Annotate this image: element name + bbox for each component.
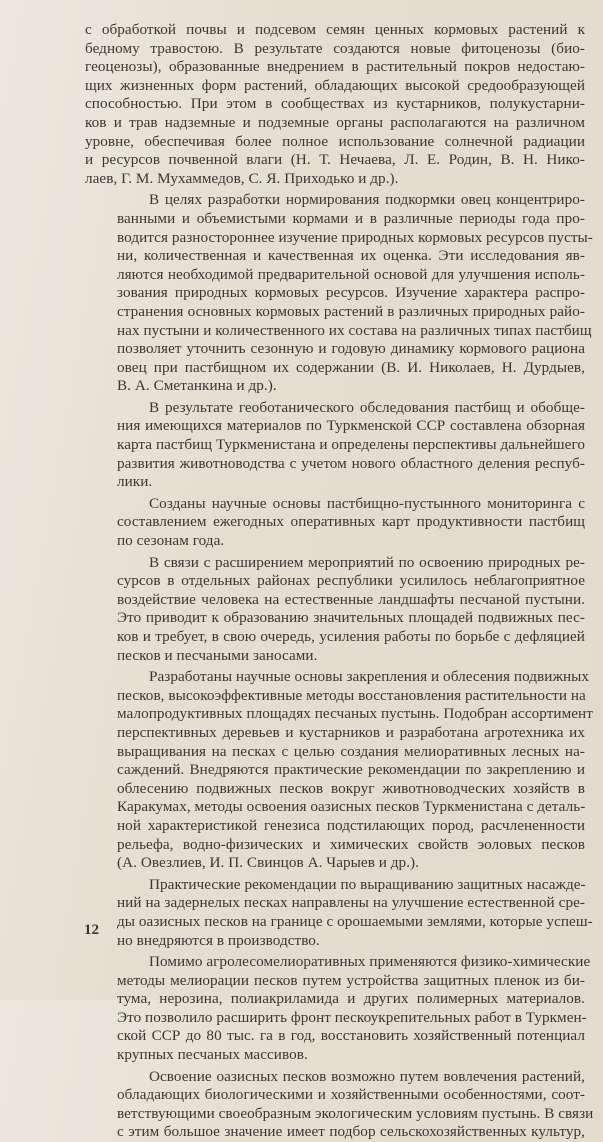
- text-line: водится разностороннее изучение природных кормовых ресурсов пусты-: [117, 228, 593, 246]
- paragraph: [85, 554, 585, 666]
- paragraph: [85, 875, 593, 950]
- text-line: сурсов в отдельных районах республики усилилось неблагоприятное: [117, 572, 585, 590]
- page-number: 12: [84, 922, 99, 938]
- text-line: уровне, обеспечивая более полное использование солнечной радиации: [85, 132, 585, 150]
- text-line: методы мелиорации песков путем устройства защитных пленок из би-: [117, 971, 585, 989]
- text-line: и ресурсов почвенной влаги (Н. Т. Нечаева, Л. Е. Родин, В. Н. Нико-: [85, 151, 585, 169]
- text-line: песков и песчаными заносами.: [117, 646, 318, 664]
- text-line: овец при пастбищном их содержании (В. И. Николаев, Н. Дурдыев,: [117, 358, 585, 376]
- text-line: странения основных кормовых растений в различных природных райо-: [117, 302, 585, 320]
- text-line: ванными и объемистыми кормами и в различные периоды года про-: [117, 209, 585, 227]
- text-line: но внедряются в производство.: [117, 931, 320, 949]
- paragraph: [85, 191, 593, 396]
- text-line: ни, количественная и качественная их оценка. Эти исследования яв-: [117, 247, 585, 265]
- paragraph: [85, 1067, 594, 1142]
- text-line: саждений. Внедряются практические рекомендации по закреплению и: [117, 761, 585, 779]
- text-line: рельефа, водно-физических и химических свойств эоловых песков: [117, 835, 585, 853]
- text-line: карта пастбищ Туркменистана и определены перспективы дальнейшего: [117, 436, 585, 454]
- text-line: выращивания на песках с целью создания мелиоративных лесных на-: [117, 742, 585, 760]
- text-line: перспективных деревьев и кустарников и разработана агротехника их: [117, 723, 585, 741]
- text-line: Созданы научные основы пастбищно-пустынного мониторинга с: [149, 494, 585, 512]
- text-line: геоценозы), образованные внедрением в растительный покров недостаю-: [85, 58, 585, 76]
- paragraph: [85, 399, 585, 492]
- text-line: Разработаны научные основы закрепления и облесения подвижных: [149, 668, 590, 686]
- paragraph: [85, 495, 585, 551]
- text-line: нах пустыни и количественного их состава на различных типах пастбищ: [117, 321, 592, 339]
- text-line: развития животноводства с учетом нового областного деления респуб-: [117, 454, 585, 472]
- document-page: [85, 21, 594, 1142]
- text-line: Это позволило расширить фронт пескоукрепительных работ в Туркмен-: [117, 1008, 587, 1026]
- text-line: В результате геоботанического обследования пастбищ и обобще-: [149, 398, 585, 416]
- text-line: по сезонам года.: [117, 532, 225, 550]
- text-line: Каракумах, методы освоения оазисных песков Туркменистана с деталь-: [117, 798, 586, 816]
- text-line: обладающих биологическими и хозяйственными особенностями, соот-: [117, 1086, 585, 1104]
- text-line: ветствующими своеобразным экологическим условиям пустынь. В связи: [117, 1104, 594, 1122]
- text-line: бедному травостою. В результате создаются новые фитоценозы (био-: [85, 39, 585, 57]
- paragraph: [85, 953, 591, 1065]
- text-line: В связи с расширением мероприятий по освоению природных ре-: [149, 553, 585, 571]
- text-line: ды оазисных песков на границе с орошаемыми землями, которые успеш-: [117, 912, 593, 930]
- paragraph: [85, 21, 585, 188]
- text-line: ляются необходимой предварительной основой для улучшения исполь-: [117, 265, 585, 283]
- text-line: тума, нерозина, полиакриламида и других полимерных материалов.: [117, 990, 585, 1008]
- text-line: ний на задернелых песках направлены на улучшение естественной сре-: [117, 894, 585, 912]
- text-line: малопродуктивных площадях песчаных пустынь. Подобран ассортимент: [117, 705, 593, 723]
- text-line: составлением ежегодных оперативных карт продуктивности пастбищ: [117, 513, 585, 531]
- text-line: ния имеющихся материалов по Туркменской ССР составлена обзорная: [117, 417, 585, 435]
- text-line: крупных песчаных массивов.: [117, 1046, 308, 1064]
- text-line: В. А. Сметанкина и др.).: [117, 377, 277, 395]
- text-line: ной характеристикой генезиса подстилающих пород, расчлененности: [117, 816, 585, 834]
- text-line: Это приводит к образованию значительных площадей подвижных пес-: [117, 609, 585, 627]
- text-line: воздействие человека на естественные ландшафты песчаной пустыни.: [117, 590, 585, 608]
- text-line: ской ССР до 80 тыс. га в год, восстановить хозяйственный потенциал: [117, 1027, 585, 1045]
- text-line: с обработкой почвы и подсевом семян ценных кормовых растений к: [85, 21, 585, 38]
- text-line: лаев, Г. М. Мухаммедов, С. Я. Приходько и др.).: [85, 169, 399, 187]
- text-line: (А. Овезлиев, И. П. Свинцов А. Чарыев и др.).: [117, 854, 420, 872]
- text-line: щих жизненных форм растений, обладающих высокой средообразующей: [85, 76, 585, 94]
- text-line: способностью. При этом в сообществах из кустарников, полукустарни-: [85, 95, 585, 113]
- text-line: песков, высокоэффективные методы восстановления растительности на: [117, 686, 586, 704]
- text-line: лики.: [117, 473, 153, 491]
- text-line: с этим большое значение имеет подбор сельскохозяйственных культур,: [117, 1123, 585, 1141]
- text-line: Помимо агролесомелиоративных применяются физико-химические: [149, 953, 591, 971]
- text-line: ков и трав надземные и подземные органы располагаются на различном: [85, 113, 585, 131]
- text-line: В целях разработки нормирования подкормки овец концентриро-: [149, 191, 585, 209]
- text-line: позволяет уточнить сезонную и годовую динамику кормового рациона: [117, 340, 585, 358]
- text-line: облесению подвижных песков вокруг животноводческих хозяйств в: [117, 779, 585, 797]
- text-line: Практические рекомендации по выращиванию защитных насажде-: [149, 875, 586, 893]
- text-line: зования природных кормовых ресурсов. Изучение характера распро-: [117, 284, 585, 302]
- paragraph: [85, 668, 593, 873]
- text-line: Освоение оазисных песков возможно путем вовлечения растений,: [149, 1067, 585, 1085]
- text-line: ков и требует, в свою очередь, усиления работы по борьбе с дефляцией: [117, 628, 585, 645]
